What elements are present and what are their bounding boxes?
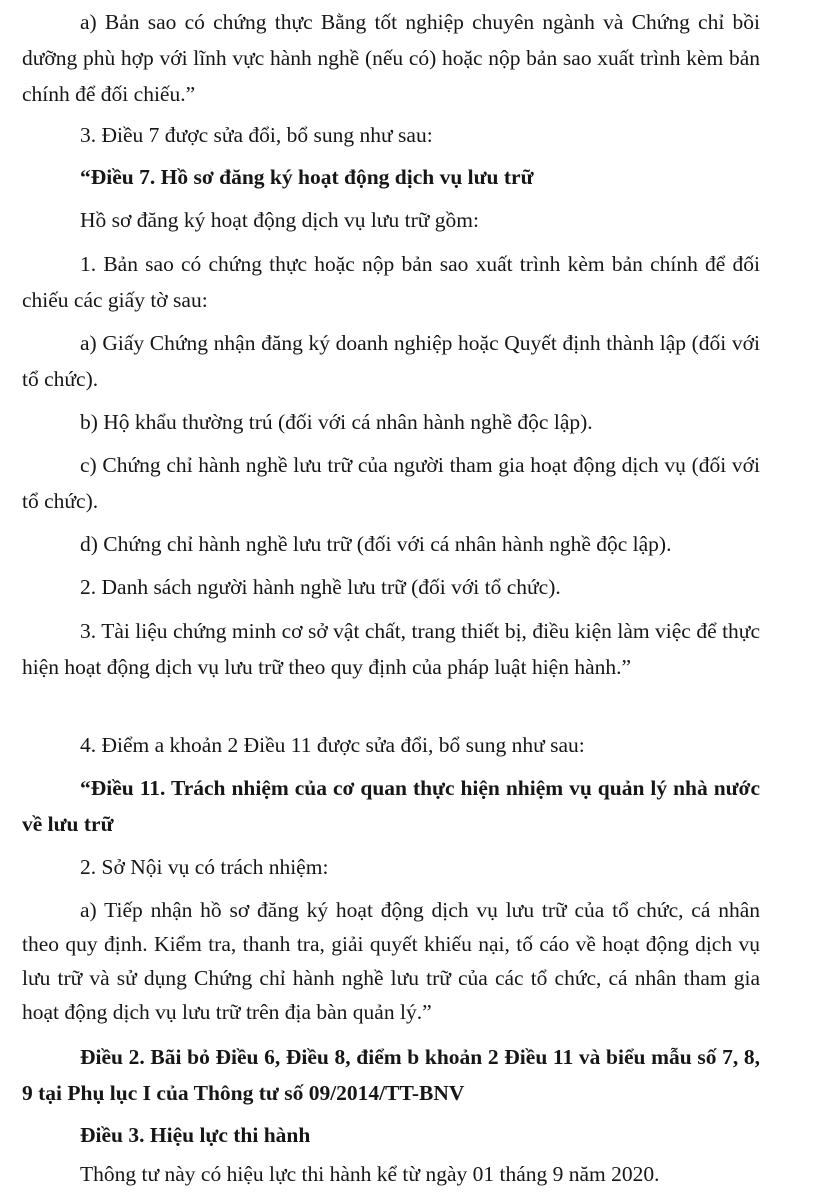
paragraph-dossier-item-3: 3. Tài liệu chứng minh cơ sở vật chất, trang thiết bị, điều kiện làm việc để thực hiện hoạt động dịch vụ lưu trữ theo quy định của pháp luật hiện hành.”: [22, 619, 760, 679]
paragraph-dossier-item-1b: b) Hộ khẩu thường trú (đối với cá nhân hành nghề độc lập).: [80, 410, 593, 434]
paragraph-dossier-item-1d: d) Chứng chỉ hành nghề lưu trữ (đối với cá nhân hành nghề độc lập).: [80, 532, 672, 556]
heading-article-2: Điều 2. Bãi bỏ Điều 6, Điều 8, điểm b khoản 2 Điều 11 và biểu mẫu số 7, 8, 9 tại Phụ lục I của Thông tư số 09/2014/TT-BNV: [22, 1045, 760, 1105]
paragraph-article-11-item-2a: a) Tiếp nhận hồ sơ đăng ký hoạt động dịch vụ lưu trữ của tổ chức, cá nhân theo quy định. Kiểm tra, thanh tra, giải quyết khiếu nại, tố cáo về hoạt động dịch vụ lưu trữ và sử dụng Chứng chỉ hành nghề lưu trữ của các tổ chức, cá nhân tham gia hoạt động dịch vụ lưu trữ trên địa bàn quản lý.”: [22, 898, 760, 1024]
paragraph-amended-item-a: a) Bản sao có chứng thực Bằng tốt nghiệp chuyên ngành và Chứng chỉ bồi dưỡng phù hợp với lĩnh vực hành nghề (nếu có) hoặc nộp bản sao xuất trình kèm bản chính để đối chiếu.”: [22, 10, 760, 106]
paragraph-dossier-item-1a: a) Giấy Chứng nhận đăng ký doanh nghiệp hoặc Quyết định thành lập (đối với tổ chức).: [22, 331, 760, 391]
paragraph-dossier-item-1c: c) Chứng chỉ hành nghề lưu trữ của người tham gia hoạt động dịch vụ (đối với tổ chức).: [22, 453, 760, 513]
paragraph-clause-3-intro: 3. Điều 7 được sửa đổi, bổ sung như sau:: [80, 123, 433, 147]
paragraph-effective-date: Thông tư này có hiệu lực thi hành kể từ ngày 01 tháng 9 năm 2020.: [80, 1162, 660, 1186]
paragraph-dossier-item-1: 1. Bản sao có chứng thực hoặc nộp bản sao xuất trình kèm bản chính để đối chiếu các giấy tờ sau:: [22, 252, 760, 312]
heading-article-11: “Điều 11. Trách nhiệm của cơ quan thực hiện nhiệm vụ quản lý nhà nước về lưu trữ: [22, 776, 760, 836]
paragraph-dossier-item-2: 2. Danh sách người hành nghề lưu trữ (đối với tổ chức).: [80, 575, 561, 599]
paragraph-clause-4-intro: 4. Điểm a khoản 2 Điều 11 được sửa đổi, bổ sung như sau:: [80, 733, 585, 757]
heading-article-7: “Điều 7. Hồ sơ đăng ký hoạt động dịch vụ lưu trữ: [80, 165, 534, 189]
paragraph-dossier-intro: Hồ sơ đăng ký hoạt động dịch vụ lưu trữ gồm:: [80, 208, 479, 232]
heading-article-3: Điều 3. Hiệu lực thi hành: [80, 1123, 311, 1147]
paragraph-article-11-item-2: 2. Sở Nội vụ có trách nhiệm:: [80, 855, 329, 879]
